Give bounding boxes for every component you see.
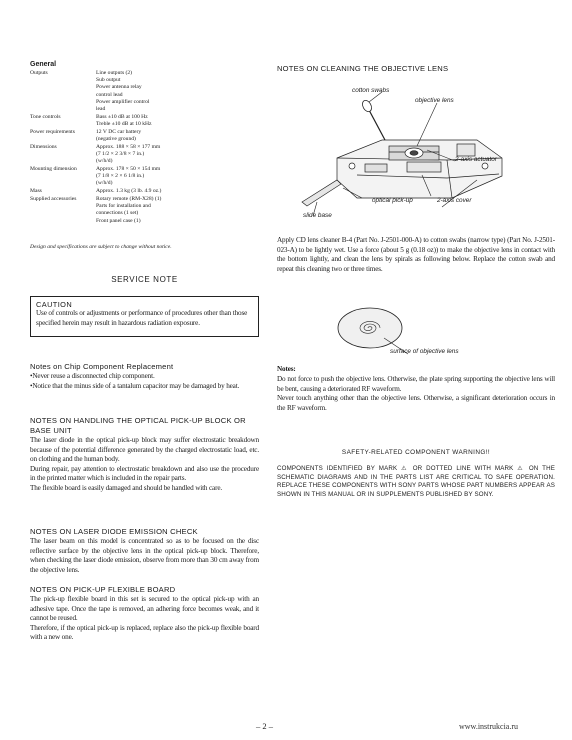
spec-value-line: Power amplifier control [96,98,150,105]
spec-value [96,114,256,128]
chip-item: •Never reuse a disconnected chip component. [30,372,155,380]
spec-label: Supplied accessories [30,196,77,202]
caution-text: Use of controls or adjustments or performance of procedures other than those specified herein may result in hazardous radiation exposure. [36,309,248,327]
pickup-handling-body [30,436,259,494]
spec-value [96,129,256,143]
paragraph: Therefore, if the optical pick-up is replaced, replace also the pick-up flexible board with a new one. [30,623,259,642]
spec-value-line: Parts for installation and [96,203,151,210]
lens-surface-icon [338,308,402,348]
paragraph: The pick-up flexible board in this set is secured to the optical pick-up with an adhesive tape. Once the tape is removed, an adhering force becomes weak, and it cannot be reused. [30,595,259,623]
paragraph: The flexible board is easily damaged and should be handled with care. [30,483,223,492]
spec-value-line: Sub output [96,77,121,84]
spec-label: Power requirements [30,128,75,135]
spec-label: Mounting dimension [30,166,77,172]
spec-label: Dimensions [30,143,57,150]
label-2-axis-cover: 2-axis cover [437,197,472,204]
spec-value-line: (negative ground) [96,136,136,142]
paragraph: Do not force to push the objective lens. Otherwise, the plate spring supporting the objective lens will be bent, causing a deteriorated RF waveform. [277,375,555,393]
spec-value-line: Approx. 188 × 58 × 177 mm [96,143,161,150]
spec-value-line: Bass ±10 dB at 100 Hz [96,113,148,120]
notes-body [277,375,555,413]
cleaning-title: NOTES ON CLEANING THE OBJECTIVE LENS [277,64,449,73]
spec-value-line: Front panel case (1) [96,217,141,224]
cleaning-text: Apply CD lens cleaner B-4 (Part No. J-2501-000-A) to cotton swabs (narrow type) (Part No. J-2501-023-A) to be lightly wet. Use a force (about 5 g (0.18 oz)) to make the objective lens in contact with the bottom lightly, and clean the lens by spirals as following below. Replace the cotton swab and repeat this cleaning two or three times. [277,236,555,273]
spec-value [96,144,256,166]
spec-disclaimer: Design and specifications are subject to change without notice. [30,244,172,250]
paragraph: The laser diode in the optical pick-up block may suffer electrostatic breakdown because of the potential difference generated by the charged electrostatic load, etc. on clothing and the human body. [30,436,259,464]
chip-title: Notes on Chip Component Replacement [30,362,174,371]
chip-item: •Notice that the minus side of a tantalum capacitor may be damaged by heat. [30,381,240,390]
flexible-board-body [30,595,259,643]
cotton-swab-icon [361,99,389,146]
spec-value-line: 12 V DC car battery [96,128,142,135]
label-objective-lens: objective lens [415,97,454,104]
label-lens-surface: surface of objective lens [390,348,459,355]
label-slide-base: slide base [303,212,332,219]
spec-value-line: (7 1/8 × 2 × 6 1/8 in.) [96,173,145,180]
spec-label: Tone controls [30,113,61,120]
spec-value-line: Rotary remote (RM-X28) (1) [96,196,162,202]
pickup-handling-title: NOTES ON HANDLING THE OPTICAL PICK-UP BLOCK OR BASE UNIT [30,416,246,435]
spec-value [96,196,256,225]
label-optical-pickup: optical pick-up [372,197,413,204]
label-cotton-swabs: cotton swabs [352,87,390,94]
spec-value [96,70,256,113]
paragraph: During repair, pay attention to electrostatic breakdown and also use the procedure in the printed matter which is included in the repair parts. [30,464,259,483]
spec-value-line: Treble ±10 dB at 10 kHz [96,121,152,127]
general-title: General [30,61,57,68]
spec-value-line: control lead [96,91,123,98]
spec-label: Outputs [30,70,48,76]
spec-value-line: (7 1/2 × 2 3/8 × 7 in.) [96,151,145,157]
laser-emission-title: NOTES ON LASER DIODE EMISSION CHECK [30,527,198,536]
safety-text: COMPONENTS IDENTIFIED BY MARK ⚠ OR DOTTED LINE WITH MARK ⚠ ON THE SCHEMATIC DIAGRAMS AND IN THE PARTS LIST ARE CRITICAL TO SAFE OPERATION. REPLACE THESE COMPONENTS WITH SONY PARTS WHOSE PART NUMBERS APPEAR AS SHOWN IN THIS MANUAL OR IN SUPPLEMENTS PUBLISHED BY SONY. [277,465,555,498]
notes-title: Notes: [277,365,296,373]
spec-value-line: (w/h/d) [96,180,113,187]
laser-emission-text: The laser beam on this model is concentrated so as to be focused on the disc reflective surface by the objective lens in the optical pick-up block. Therefore, when checking the laser diode emission, observe from more than 30 cm away from the objective lens. [30,537,259,574]
spec-value-line: connections (1 set) [96,210,139,217]
paragraph: Never touch anything other than the objective lens. Otherwise, a significant deterioration occurs in the RF waveform. [277,394,555,412]
spec-value-line: Approx. 1.3 kg (3 lb. 4.9 oz.) [96,188,162,195]
spec-value-line: lead [96,106,106,113]
label-2-axis-actuator: 2-axis actuator [455,156,497,163]
page-number: – 2 – [256,721,273,731]
spec-value [96,166,256,188]
spec-value-line: Power antenna relay [96,84,142,91]
safety-title: SAFETY-RELATED COMPONENT WARNING!! [341,449,491,456]
caution-title: CAUTION [36,300,73,309]
spec-value-line: Approx. 178 × 50 × 154 mm [96,166,161,172]
chip-list [30,372,259,391]
flexible-board-title: NOTES ON PICK-UP FLEXIBLE BOARD [30,585,176,594]
spec-label: Mass [30,188,42,195]
service-note-title: SERVICE NOTE [111,275,178,284]
spec-value [96,188,256,195]
watermark: www.instrukcia.ru [459,722,519,731]
caution-box [30,296,259,337]
spec-value-line: (w/h/d) [96,158,113,165]
spec-value-line: Line outputs (2) [96,70,133,76]
